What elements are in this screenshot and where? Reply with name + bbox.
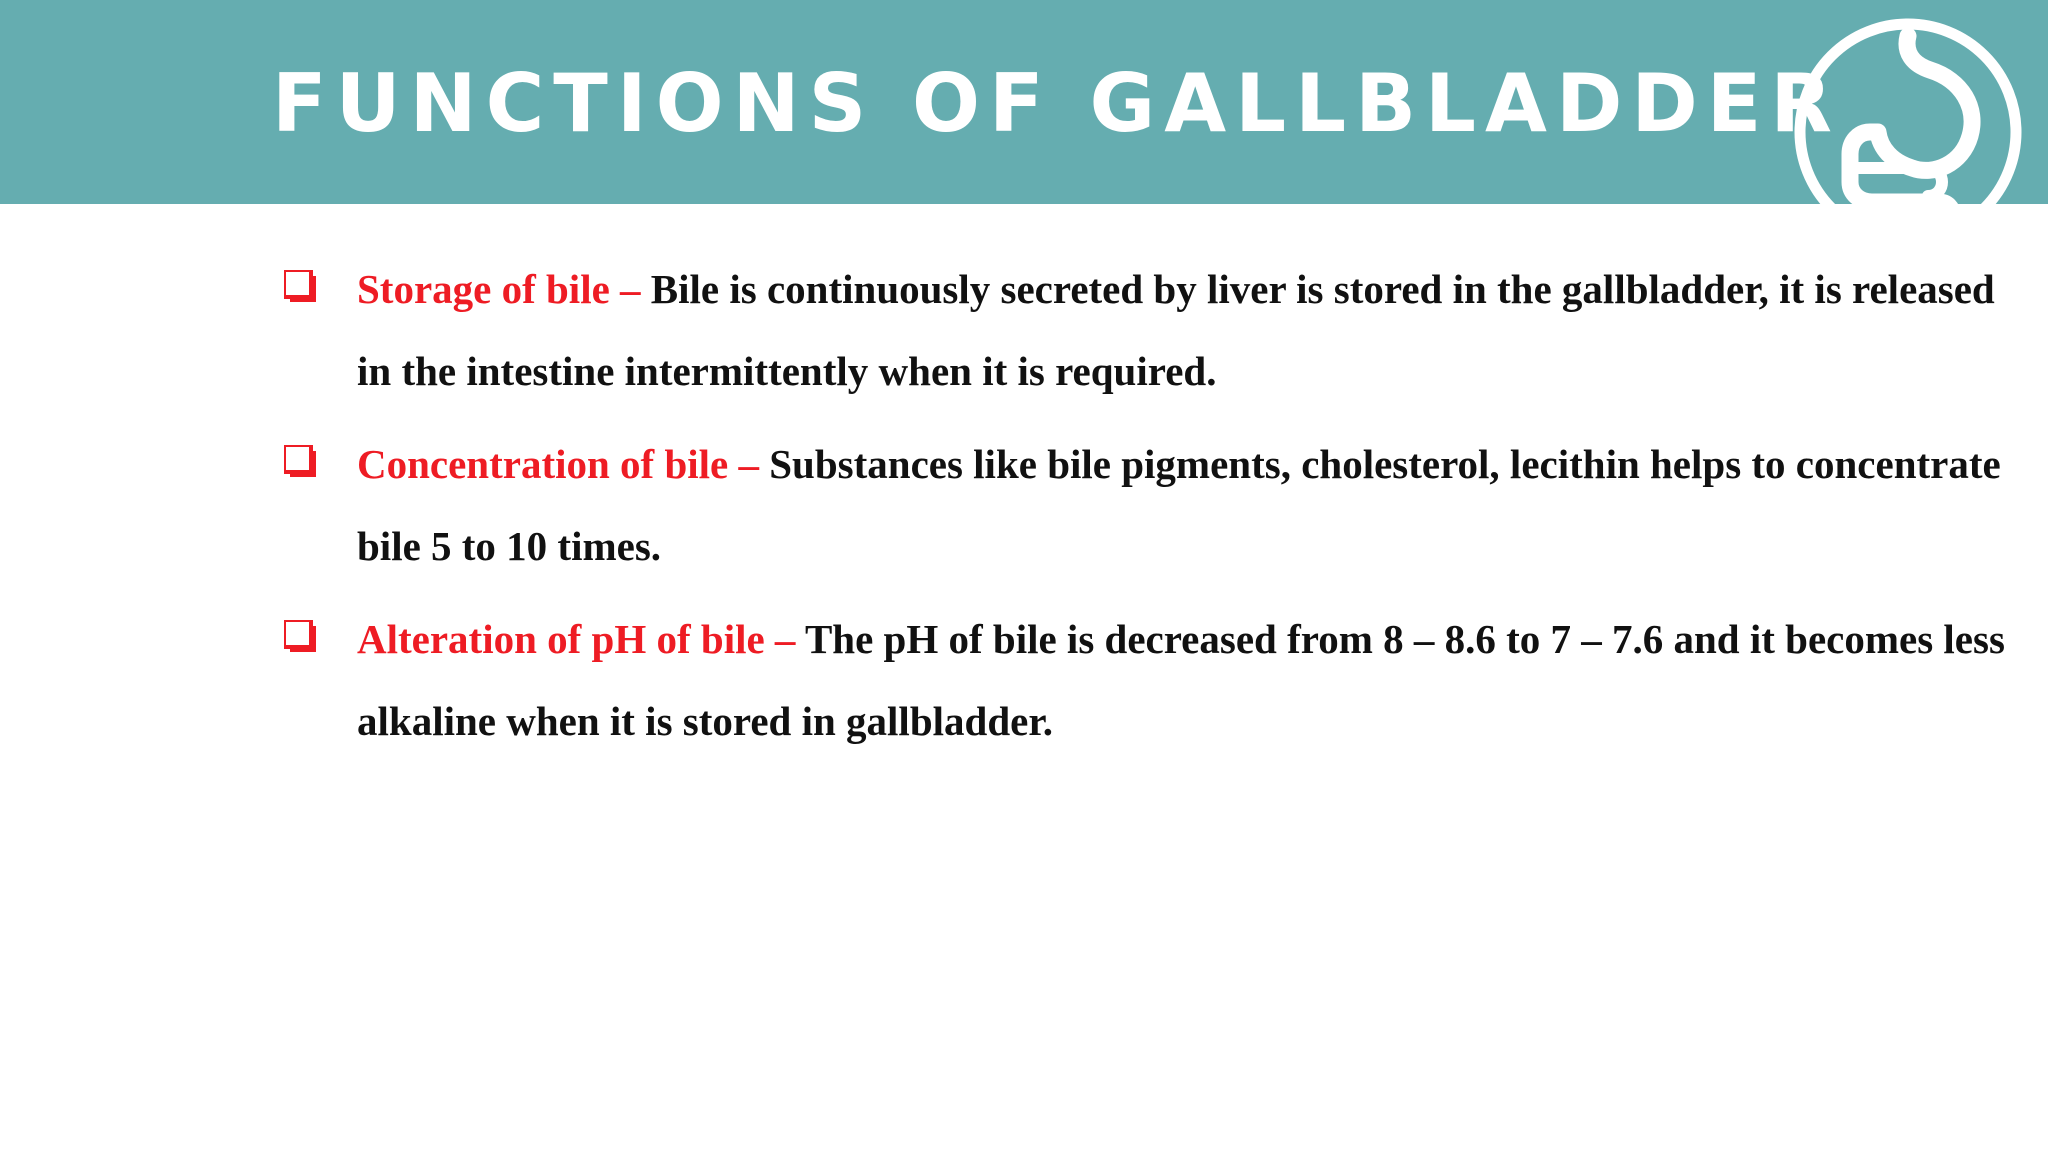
bullet-term: Alteration of pH of bile – <box>357 616 796 662</box>
slide-title: FUNCTIONS OF GALLBLADDER <box>272 57 1842 150</box>
bullet-list <box>284 248 2014 773</box>
list-item <box>284 598 2014 762</box>
bullet-text: Bile is continuously secreted by liver is stored in the gallbladder, it is released in the intestine intermittently when it is required. <box>357 266 1995 394</box>
checkbox-square-icon <box>284 445 316 477</box>
checkbox-square-icon <box>284 620 316 652</box>
bullet-text: The pH of bile is decreased from 8 – 8.6 to 7 – 7.6 and it becomes less alkaline when it is stored in gallbladder. <box>357 616 2005 744</box>
bullet-term: Concentration of bile – <box>357 441 759 487</box>
checkbox-square-icon <box>284 270 316 302</box>
bullet-text: Substances like bile pigments, cholesterol, lecithin helps to concentrate bile 5 to 10 times. <box>357 441 2001 569</box>
list-item <box>284 423 2014 587</box>
list-item <box>284 248 2014 412</box>
bullet-term: Storage of bile – <box>357 266 641 312</box>
stomach-intestine-icon <box>1788 12 2028 252</box>
